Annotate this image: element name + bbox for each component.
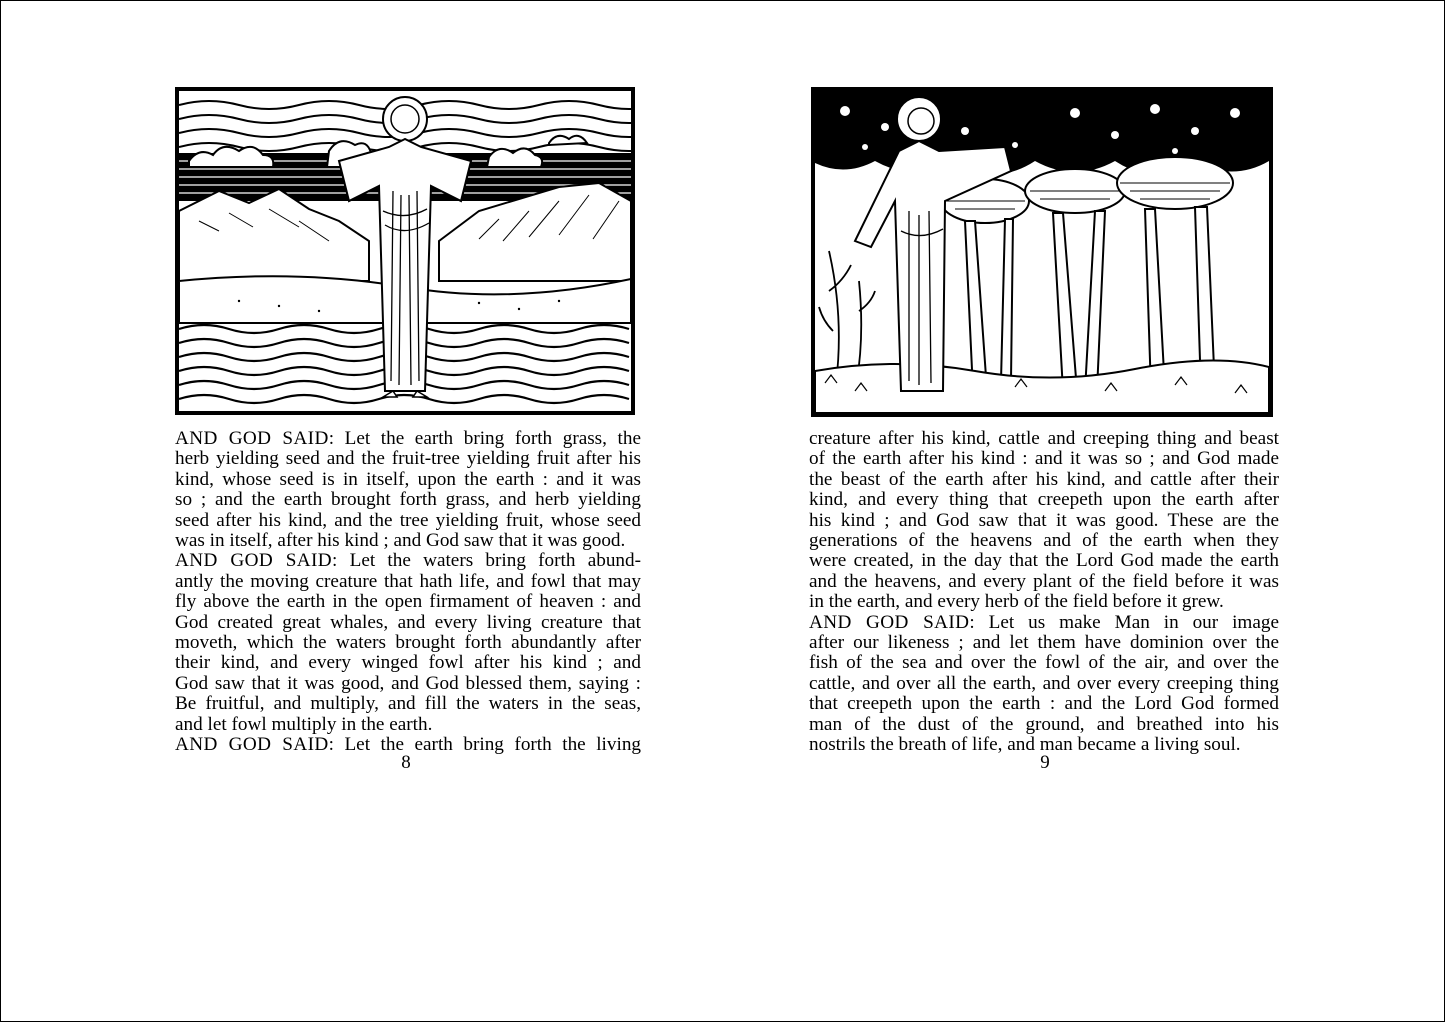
text-line <box>809 429 1279 449</box>
line-text: : Let the earth bring forth the living <box>328 734 642 756</box>
text-line <box>809 674 1279 694</box>
text-line <box>175 449 641 469</box>
line-text: that creepeth upon the earth : and the Lord God formed <box>809 693 1279 715</box>
line-text: the beast of the earth after his kind, and cattle after their <box>809 468 1279 490</box>
line-text: and the heavens, and every plant of the field before it was <box>809 570 1279 592</box>
text-line <box>809 449 1279 469</box>
line-text: nostrils the breath of life, and man became a living soul. <box>809 734 1241 756</box>
line-text: of the earth after his kind : and it was so ; and God made <box>809 448 1279 470</box>
line-text: antly the moving creature that hath life, and fowl that may <box>175 570 641 592</box>
line-text: fly above the earth in the open firmament of heaven : and <box>175 591 641 613</box>
page-number-right: 9 <box>1040 752 1050 773</box>
line-text: so ; and the earth brought forth grass, and herb yielding <box>175 489 641 511</box>
line-text: in the earth, and every herb of the field before it grew. <box>809 591 1224 613</box>
small-caps-lead: AND GOD SAID <box>175 734 329 756</box>
text-line <box>175 551 641 571</box>
text-line <box>809 694 1279 714</box>
woodcut-creator-over-waters-icon <box>175 87 635 415</box>
text-line <box>175 633 641 653</box>
text-line <box>175 531 641 551</box>
line-text: and let fowl multiply in the earth. <box>175 713 433 735</box>
line-text: : Let the earth bring forth grass, the <box>328 428 641 449</box>
text-line <box>809 613 1279 633</box>
line-text: : Let us make Man in our image <box>969 611 1279 633</box>
line-text: herb yielding seed and the fruit-tree yielding fruit after his <box>175 448 641 470</box>
line-text: God created great whales, and every living creature that <box>175 611 641 633</box>
line-text: God saw that it was good, and God blessed them, saying : <box>175 672 641 694</box>
line-text: fish of the sea and over the fowl of the air, and over the <box>809 652 1279 674</box>
line-text: creature after his kind, cattle and creeping thing and beast <box>809 428 1279 449</box>
text-line <box>809 551 1279 571</box>
line-text: were created, in the day that the Lord God made the earth <box>809 550 1279 572</box>
text-line <box>175 429 641 449</box>
text-line <box>175 715 641 735</box>
text-line <box>809 511 1279 531</box>
small-caps-lead: AND GOD SAID <box>809 611 970 633</box>
text-line <box>175 613 641 633</box>
text-line <box>809 490 1279 510</box>
text-line <box>175 694 641 714</box>
line-text: cattle, and over all the earth, and over every creeping thing <box>809 672 1279 694</box>
text-line <box>175 490 641 510</box>
text-line <box>175 592 641 612</box>
line-text: after our likeness ; and let them have dominion over the <box>809 632 1279 654</box>
text-line <box>809 531 1279 551</box>
small-caps-lead: AND GOD SAID <box>175 550 333 572</box>
line-text: moveth, which the waters brought forth abundantly after <box>175 632 641 654</box>
text-line <box>175 572 641 592</box>
line-text: : Let the waters bring forth abund- <box>332 550 641 572</box>
text-line <box>809 653 1279 673</box>
text-line <box>809 715 1279 735</box>
line-text: kind, and every thing that creepeth upon the earth after <box>809 489 1279 511</box>
line-text: their kind, and every winged fowl after his kind ; and <box>175 652 641 674</box>
page-number-left: 8 <box>401 752 411 773</box>
line-text: kind, whose seed is in itself, upon the earth : and it was <box>175 468 641 490</box>
line-text: his kind ; and God saw that it was good. These are the <box>809 509 1279 531</box>
line-text: generations of the heavens and of the earth when they <box>809 530 1279 552</box>
text-line <box>809 633 1279 653</box>
text-line <box>175 674 641 694</box>
text-line <box>175 511 641 531</box>
text-line <box>809 592 1279 612</box>
line-text: was in itself, after his kind ; and God saw that it was good. <box>175 530 626 552</box>
text-line <box>809 470 1279 490</box>
left-page-text <box>175 429 641 756</box>
small-caps-lead: AND GOD SAID <box>175 428 329 449</box>
line-text: Be fruitful, and multiply, and fill the waters in the seas, <box>175 693 641 715</box>
text-line <box>809 572 1279 592</box>
line-text: man of the dust of the ground, and breathed into his <box>809 713 1279 735</box>
line-text: seed after his kind, and the tree yielding fruit, whose seed <box>175 509 641 531</box>
right-page-text <box>809 429 1279 756</box>
text-line <box>175 470 641 490</box>
text-line <box>175 653 641 673</box>
woodcut-creator-in-garden-icon <box>811 87 1273 417</box>
